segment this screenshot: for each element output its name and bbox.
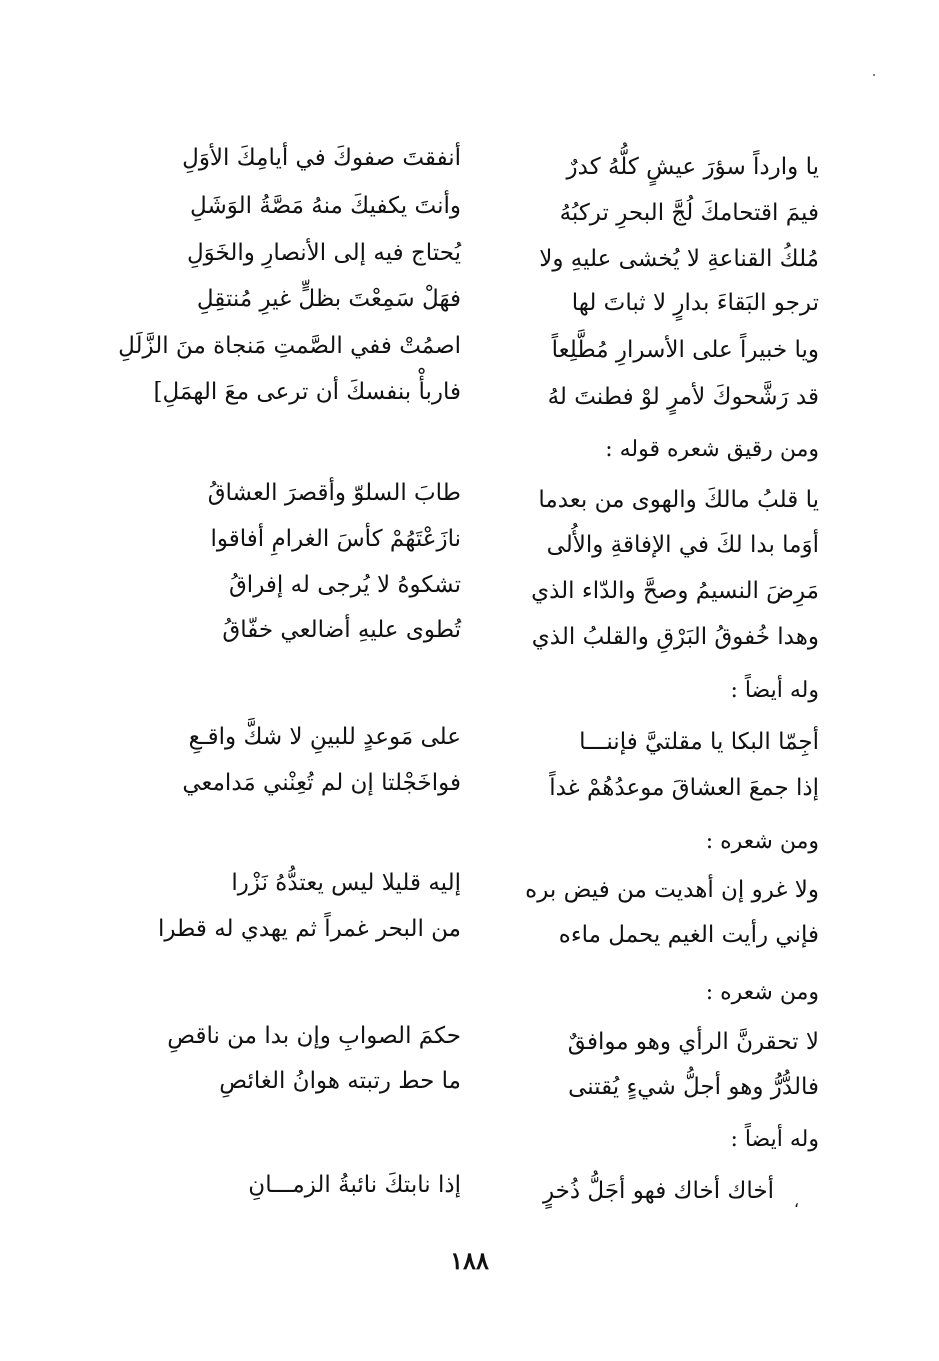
verse-1-first-hemistich: أخاك أخاك فهو أجَلُّ ذُخرٍ <box>542 1178 774 1204</box>
verse-2-first-hemistich: فالدُّرُّ وهو أجلُّ شيءٍ يُقتنى <box>568 1074 819 1100</box>
verse-5-second-hemistich: اصمُتْ ففي الصَّمتِ مَنجاة منَ الزَّلَلِ <box>118 333 461 359</box>
verse-4-second-hemistich: تُطوى عليهِ أضالعي خفّاقُ <box>222 617 461 643</box>
verse-3-first-hemistich: مُلكُ القناعةِ لا يُخشى عليهِ ولا <box>539 246 819 272</box>
page-number: ١٨٨ <box>450 1246 489 1275</box>
verse-2-first-hemistich: أوَما بدا لكَ في الإفاقةِ والأُلى <box>546 532 819 558</box>
verse-4-first-hemistich: ترجو البَقاءَ بدارٍ لا ثباتَ لها <box>571 290 819 316</box>
section-intro: ومن شعره : <box>705 980 819 1005</box>
section-intro: وله أيضاً : <box>730 1127 819 1152</box>
section-intro: ومن رقيق شعره قوله : <box>605 437 819 462</box>
verse-3-first-hemistich: مَرِضَ النسيمُ وصحَّ والدّاء الذي <box>531 578 819 604</box>
verse-2-second-hemistich: ما حط رتبته هوانُ الغائصِ <box>219 1068 461 1094</box>
verse-6-second-hemistich: فاربأْ بنفسكَ أن ترعى معَ الهمَلِ] <box>153 379 461 405</box>
verse-2-first-hemistich: إذا جمعَ العشاقَ موعدُهُمْ غداً <box>549 775 819 801</box>
verse-2-second-hemistich: وأنتَ يكفيكَ منهُ مَصَّةُ الوَشَلِ <box>190 193 461 219</box>
verse-2-second-hemistich: من البحر غمراً ثم يهدي له قطرا <box>157 916 461 942</box>
verse-marker: ، <box>793 1192 799 1211</box>
section-intro: وله أيضاً : <box>730 678 819 703</box>
verse-3-second-hemistich: يُحتاج فيه إلى الأنصارِ والخَوَلِ <box>186 240 461 266</box>
verse-1-second-hemistich: على مَوعدٍ للبينِ لا شكَّ واقـعِ <box>188 724 461 750</box>
verse-1-second-hemistich: إليه قليلا ليس يعتدُّهُ نَزْرا <box>231 870 461 896</box>
verse-2-first-hemistich: فيمَ اقتحامكَ لُجَّ البحرِ تركبُهُ <box>559 200 819 226</box>
verse-1-first-hemistich: يا قلبُ مالكَ والهوى من بعدما <box>538 487 819 513</box>
verse-4-second-hemistich: فهَلْ سَمِعْتَ بظلٍّ غيرِ مُنتقِلِ <box>196 286 461 312</box>
verse-1-second-hemistich: إذا نابتكَ نائبةُ الزمـــانِ <box>248 1172 461 1198</box>
verse-2-first-hemistich: فإني رأيت الغيم يحمل ماءه <box>558 922 819 948</box>
verse-5-first-hemistich: ويا خبيراً على الأسرارِ مُطَّلِعاً <box>551 337 819 363</box>
section-intro: ومن شعره : <box>705 829 819 854</box>
verse-4-first-hemistich: وهدا خُفوقُ البَرْقِ والقلبُ الذي <box>531 624 819 650</box>
verse-2-second-hemistich: فواخَجْلتا إن لم تُعِنْني مَدامعي <box>182 770 461 796</box>
verse-1-first-hemistich: لا تحقرنَّ الرأي وهو موافقٌ <box>567 1029 819 1055</box>
page-speck <box>873 74 875 76</box>
verse-2-second-hemistich: نازَعْتَهُمْ كأسَ الغرامِ أفاقوا <box>210 526 461 552</box>
verse-1-second-hemistich: أنفقتَ صفوكَ في أيامِكَ الأوَلِ <box>182 145 461 171</box>
verse-1-first-hemistich: ولا غرو إن أهديت من فيض بره <box>525 877 819 903</box>
verse-1-first-hemistich: يا وارداً سؤرَ عيشٍ كلُّهُ كدرٌ <box>566 154 819 180</box>
verse-3-second-hemistich: تشكوهُ لا يُرجى له إفراقُ <box>228 572 461 598</box>
verse-1-second-hemistich: طابَ السلوّ وأقصرَ العشاقُ <box>207 480 461 506</box>
verse-1-second-hemistich: حكمَ الصوابِ وإن بدا من ناقصِ <box>167 1023 461 1049</box>
verse-6-first-hemistich: قد رَشَّحوكَ لأمرٍ لوْ فطنتَ لهُ <box>547 384 819 410</box>
verse-1-first-hemistich: أجِمّا البكا يا مقلتيَّ فإننـــا <box>579 729 819 755</box>
